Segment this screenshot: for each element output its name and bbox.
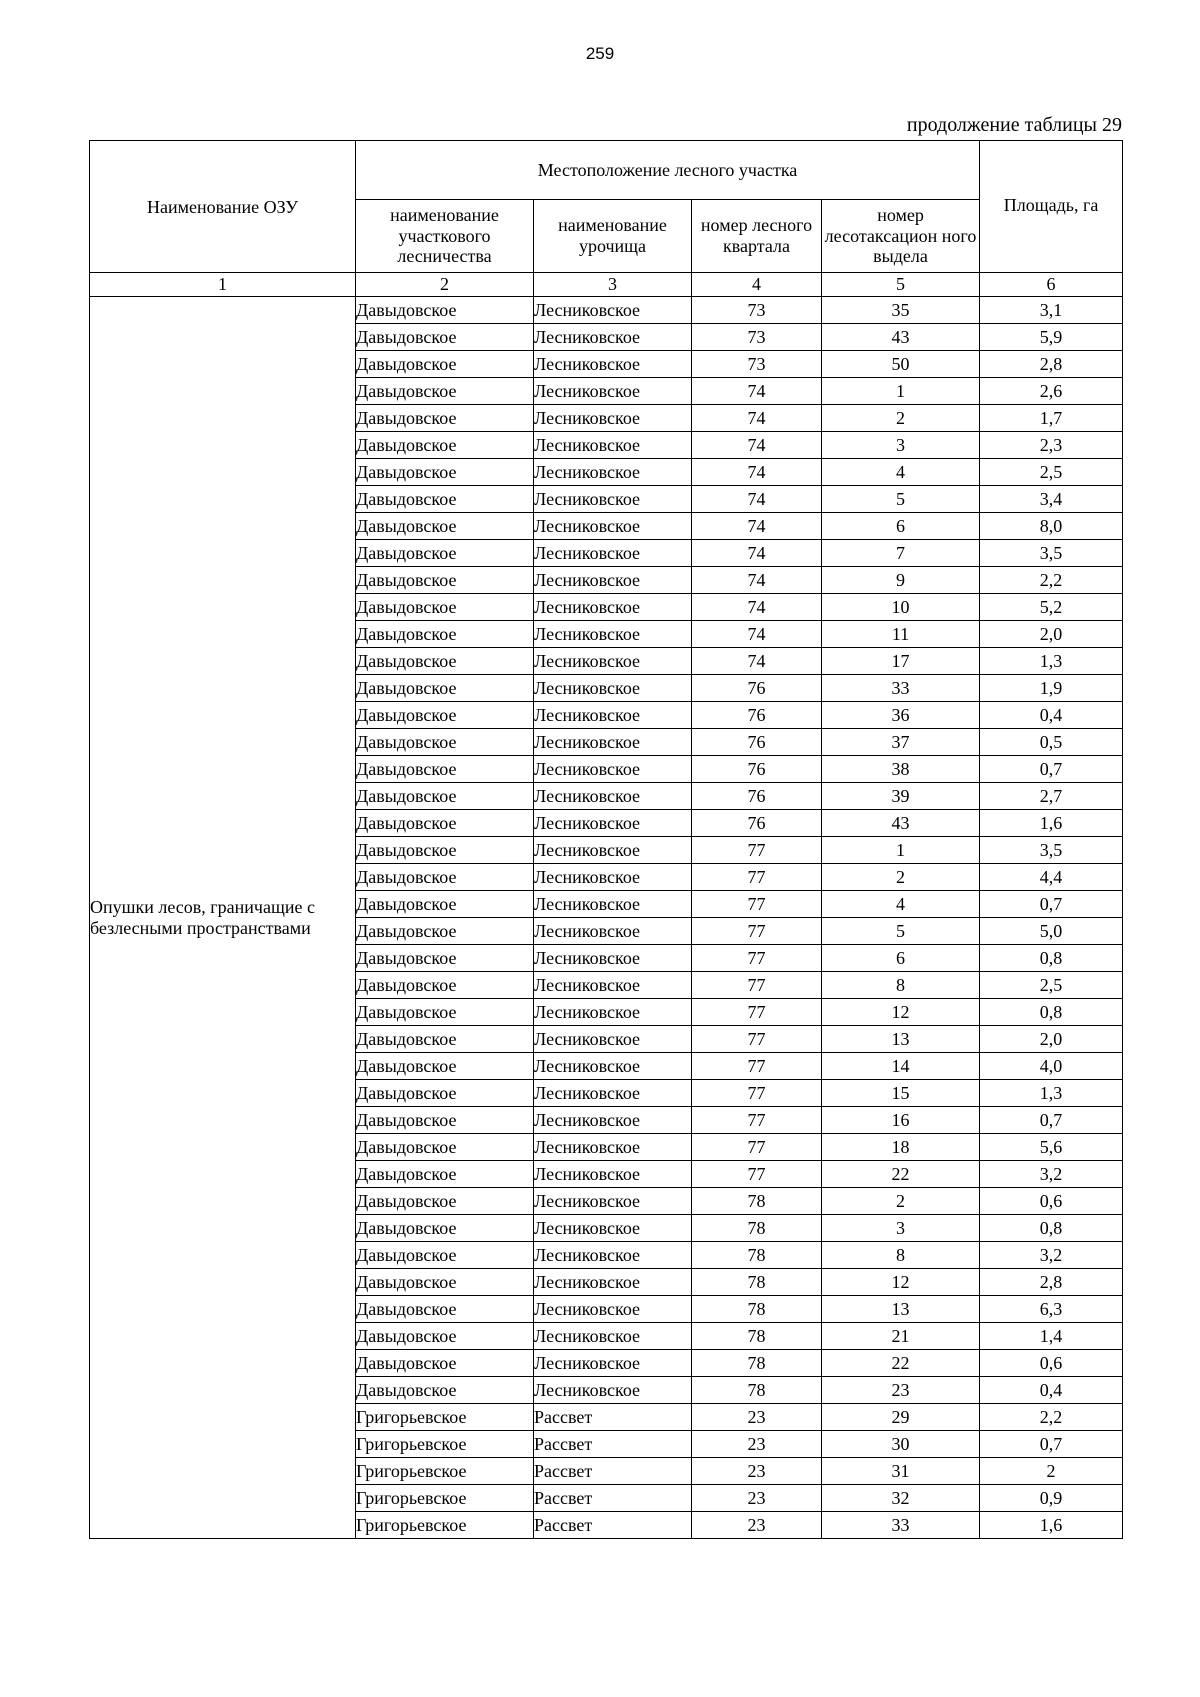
area-cell: 0,7 (980, 891, 1123, 918)
area-cell: 0,7 (980, 756, 1123, 783)
area-cell: 3,2 (980, 1161, 1123, 1188)
kvartal-cell: 77 (692, 1053, 822, 1080)
area-cell: 2,8 (980, 351, 1123, 378)
header-vydel: номер лесотаксацион ного выдела (822, 200, 980, 273)
kvartal-cell: 78 (692, 1350, 822, 1377)
lesnichestvo-cell: Давыдовское (356, 999, 534, 1026)
table-continuation-label: продолжение таблицы 29 (906, 114, 1122, 136)
lesnichestvo-cell: Давыдовское (356, 837, 534, 864)
kvartal-cell: 76 (692, 729, 822, 756)
table-row (90, 297, 1123, 324)
column-number: 6 (980, 273, 1123, 297)
lesnichestvo-cell: Григорьевское (356, 1404, 534, 1431)
vydel-cell: 50 (822, 351, 980, 378)
urochishche-cell: Лесниковское (534, 1188, 692, 1215)
urochishche-cell: Рассвет (534, 1485, 692, 1512)
vydel-cell: 13 (822, 1296, 980, 1323)
kvartal-cell: 76 (692, 675, 822, 702)
kvartal-cell: 23 (692, 1512, 822, 1539)
lesnichestvo-cell: Давыдовское (356, 1269, 534, 1296)
lesnichestvo-cell: Григорьевское (356, 1458, 534, 1485)
column-number: 3 (534, 273, 692, 297)
vydel-cell: 17 (822, 648, 980, 675)
urochishche-cell: Лесниковское (534, 1296, 692, 1323)
urochishche-cell: Лесниковское (534, 297, 692, 324)
page-number: 259 (585, 44, 615, 63)
kvartal-cell: 78 (692, 1242, 822, 1269)
kvartal-cell: 74 (692, 432, 822, 459)
area-cell: 5,0 (980, 918, 1123, 945)
kvartal-cell: 74 (692, 405, 822, 432)
urochishche-cell: Лесниковское (534, 1134, 692, 1161)
lesnichestvo-cell: Давыдовское (356, 513, 534, 540)
urochishche-cell: Лесниковское (534, 486, 692, 513)
lesnichestvo-cell: Давыдовское (356, 648, 534, 675)
kvartal-cell: 77 (692, 864, 822, 891)
lesnichestvo-cell: Давыдовское (356, 1026, 534, 1053)
kvartal-cell: 78 (692, 1323, 822, 1350)
lesnichestvo-cell: Давыдовское (356, 405, 534, 432)
lesnichestvo-cell: Давыдовское (356, 540, 534, 567)
lesnichestvo-cell: Григорьевское (356, 1431, 534, 1458)
kvartal-cell: 78 (692, 1377, 822, 1404)
vydel-cell: 33 (822, 1512, 980, 1539)
area-cell: 0,8 (980, 1215, 1123, 1242)
lesnichestvo-cell: Давыдовское (356, 810, 534, 837)
lesnichestvo-cell: Давыдовское (356, 432, 534, 459)
lesnichestvo-cell: Давыдовское (356, 756, 534, 783)
header-kvartal: номер лесного квартала (692, 200, 822, 273)
urochishche-cell: Лесниковское (534, 999, 692, 1026)
area-cell: 2 (980, 1458, 1123, 1485)
vydel-cell: 22 (822, 1161, 980, 1188)
header-urochishche: наименование урочища (534, 200, 692, 273)
area-cell: 0,7 (980, 1107, 1123, 1134)
kvartal-cell: 77 (692, 891, 822, 918)
urochishche-cell: Рассвет (534, 1458, 692, 1485)
kvartal-cell: 77 (692, 945, 822, 972)
vydel-cell: 29 (822, 1404, 980, 1431)
vydel-cell: 8 (822, 1242, 980, 1269)
column-number: 1 (90, 273, 356, 297)
vydel-cell: 38 (822, 756, 980, 783)
urochishche-cell: Лесниковское (534, 1269, 692, 1296)
urochishche-cell: Лесниковское (534, 1026, 692, 1053)
urochishche-cell: Лесниковское (534, 675, 692, 702)
lesnichestvo-cell: Давыдовское (356, 459, 534, 486)
vydel-cell: 36 (822, 702, 980, 729)
vydel-cell: 2 (822, 405, 980, 432)
kvartal-cell: 76 (692, 810, 822, 837)
kvartal-cell: 23 (692, 1458, 822, 1485)
column-number-row (90, 273, 1123, 297)
kvartal-cell: 74 (692, 621, 822, 648)
vydel-cell: 10 (822, 594, 980, 621)
vydel-cell: 35 (822, 297, 980, 324)
area-cell: 5,2 (980, 594, 1123, 621)
area-cell: 1,9 (980, 675, 1123, 702)
vydel-cell: 1 (822, 378, 980, 405)
area-cell: 3,1 (980, 297, 1123, 324)
lesnichestvo-cell: Давыдовское (356, 324, 534, 351)
urochishche-cell: Лесниковское (534, 1377, 692, 1404)
area-cell: 2,0 (980, 1026, 1123, 1053)
area-cell: 5,9 (980, 324, 1123, 351)
area-cell: 6,3 (980, 1296, 1123, 1323)
forest-plots-table (89, 140, 1123, 1539)
urochishche-cell: Лесниковское (534, 945, 692, 972)
lesnichestvo-cell: Давыдовское (356, 621, 534, 648)
urochishche-cell: Лесниковское (534, 864, 692, 891)
vydel-cell: 5 (822, 486, 980, 513)
header-location-group: Местоположение лесного участка (356, 141, 980, 200)
vydel-cell: 6 (822, 513, 980, 540)
column-number: 4 (692, 273, 822, 297)
area-cell: 0,6 (980, 1188, 1123, 1215)
urochishche-cell: Рассвет (534, 1431, 692, 1458)
kvartal-cell: 77 (692, 837, 822, 864)
vydel-cell: 13 (822, 1026, 980, 1053)
lesnichestvo-cell: Давыдовское (356, 1053, 534, 1080)
vydel-cell: 32 (822, 1485, 980, 1512)
area-cell: 3,2 (980, 1242, 1123, 1269)
area-cell: 2,3 (980, 432, 1123, 459)
urochishche-cell: Лесниковское (534, 432, 692, 459)
kvartal-cell: 74 (692, 567, 822, 594)
area-cell: 2,7 (980, 783, 1123, 810)
vydel-cell: 3 (822, 432, 980, 459)
vydel-cell: 16 (822, 1107, 980, 1134)
urochishche-cell: Лесниковское (534, 1242, 692, 1269)
area-cell: 4,4 (980, 864, 1123, 891)
kvartal-cell: 74 (692, 540, 822, 567)
area-cell: 3,5 (980, 540, 1123, 567)
lesnichestvo-cell: Давыдовское (356, 864, 534, 891)
vydel-cell: 2 (822, 864, 980, 891)
urochishche-cell: Рассвет (534, 1404, 692, 1431)
urochishche-cell: Лесниковское (534, 540, 692, 567)
lesnichestvo-cell: Давыдовское (356, 1188, 534, 1215)
kvartal-cell: 77 (692, 1026, 822, 1053)
urochishche-cell: Лесниковское (534, 594, 692, 621)
urochishche-cell: Лесниковское (534, 1350, 692, 1377)
kvartal-cell: 73 (692, 297, 822, 324)
kvartal-cell: 74 (692, 594, 822, 621)
vydel-cell: 22 (822, 1350, 980, 1377)
kvartal-cell: 76 (692, 702, 822, 729)
column-number: 5 (822, 273, 980, 297)
area-cell: 2,8 (980, 1269, 1123, 1296)
table-body (90, 297, 1123, 1539)
area-cell: 5,6 (980, 1134, 1123, 1161)
area-cell: 3,5 (980, 837, 1123, 864)
urochishche-cell: Лесниковское (534, 351, 692, 378)
vydel-cell: 1 (822, 837, 980, 864)
lesnichestvo-cell: Давыдовское (356, 297, 534, 324)
lesnichestvo-cell: Давыдовское (356, 1134, 534, 1161)
lesnichestvo-cell: Григорьевское (356, 1512, 534, 1539)
area-cell: 2,5 (980, 459, 1123, 486)
lesnichestvo-cell: Давыдовское (356, 891, 534, 918)
kvartal-cell: 76 (692, 783, 822, 810)
urochishche-cell: Лесниковское (534, 729, 692, 756)
urochishche-cell: Лесниковское (534, 783, 692, 810)
vydel-cell: 5 (822, 918, 980, 945)
lesnichestvo-cell: Давыдовское (356, 918, 534, 945)
kvartal-cell: 23 (692, 1431, 822, 1458)
kvartal-cell: 73 (692, 351, 822, 378)
urochishche-cell: Лесниковское (534, 378, 692, 405)
header-ozu-name: Наименование ОЗУ (90, 141, 356, 273)
kvartal-cell: 77 (692, 999, 822, 1026)
lesnichestvo-cell: Давыдовское (356, 1080, 534, 1107)
area-cell: 0,6 (980, 1350, 1123, 1377)
urochishche-cell: Лесниковское (534, 918, 692, 945)
vydel-cell: 31 (822, 1458, 980, 1485)
lesnichestvo-cell: Давыдовское (356, 783, 534, 810)
area-cell: 8,0 (980, 513, 1123, 540)
kvartal-cell: 77 (692, 972, 822, 999)
ozu-name-cell: Опушки лесов, граничащие с безлесными пространствами (90, 297, 356, 1539)
kvartal-cell: 77 (692, 918, 822, 945)
urochishche-cell: Лесниковское (534, 1080, 692, 1107)
kvartal-cell: 78 (692, 1215, 822, 1242)
lesnichestvo-cell: Давыдовское (356, 1323, 534, 1350)
vydel-cell: 4 (822, 459, 980, 486)
lesnichestvo-cell: Давыдовское (356, 567, 534, 594)
area-cell: 1,4 (980, 1323, 1123, 1350)
lesnichestvo-cell: Давыдовское (356, 1296, 534, 1323)
lesnichestvo-cell: Давыдовское (356, 351, 534, 378)
kvartal-cell: 74 (692, 378, 822, 405)
area-cell: 2,5 (980, 972, 1123, 999)
kvartal-cell: 23 (692, 1485, 822, 1512)
header-area: Площадь, га (980, 141, 1123, 273)
urochishche-cell: Лесниковское (534, 648, 692, 675)
urochishche-cell: Лесниковское (534, 810, 692, 837)
lesnichestvo-cell: Давыдовское (356, 1161, 534, 1188)
header-lesnichestvo: наименование участкового лесничества (356, 200, 534, 273)
urochishche-cell: Лесниковское (534, 891, 692, 918)
urochishche-cell: Лесниковское (534, 621, 692, 648)
area-cell: 0,5 (980, 729, 1123, 756)
kvartal-cell: 73 (692, 324, 822, 351)
area-cell: 1,3 (980, 648, 1123, 675)
kvartal-cell: 78 (692, 1188, 822, 1215)
vydel-cell: 15 (822, 1080, 980, 1107)
lesnichestvo-cell: Давыдовское (356, 702, 534, 729)
lesnichestvo-cell: Давыдовское (356, 594, 534, 621)
area-cell: 1,7 (980, 405, 1123, 432)
urochishche-cell: Рассвет (534, 1512, 692, 1539)
kvartal-cell: 74 (692, 459, 822, 486)
kvartal-cell: 77 (692, 1134, 822, 1161)
kvartal-cell: 74 (692, 513, 822, 540)
area-cell: 0,8 (980, 945, 1123, 972)
kvartal-cell: 23 (692, 1404, 822, 1431)
column-number: 2 (356, 273, 534, 297)
lesnichestvo-cell: Давыдовское (356, 1242, 534, 1269)
vydel-cell: 14 (822, 1053, 980, 1080)
vydel-cell: 37 (822, 729, 980, 756)
vydel-cell: 8 (822, 972, 980, 999)
vydel-cell: 6 (822, 945, 980, 972)
area-cell: 0,7 (980, 1431, 1123, 1458)
vydel-cell: 21 (822, 1323, 980, 1350)
lesnichestvo-cell: Давыдовское (356, 972, 534, 999)
area-cell: 3,4 (980, 486, 1123, 513)
urochishche-cell: Лесниковское (534, 567, 692, 594)
vydel-cell: 2 (822, 1188, 980, 1215)
urochishche-cell: Лесниковское (534, 324, 692, 351)
area-cell: 1,6 (980, 1512, 1123, 1539)
vydel-cell: 4 (822, 891, 980, 918)
vydel-cell: 11 (822, 621, 980, 648)
vydel-cell: 23 (822, 1377, 980, 1404)
vydel-cell: 9 (822, 567, 980, 594)
kvartal-cell: 77 (692, 1161, 822, 1188)
area-cell: 2,6 (980, 378, 1123, 405)
kvartal-cell: 74 (692, 486, 822, 513)
kvartal-cell: 77 (692, 1080, 822, 1107)
vydel-cell: 3 (822, 1215, 980, 1242)
vydel-cell: 43 (822, 324, 980, 351)
urochishche-cell: Лесниковское (534, 513, 692, 540)
kvartal-cell: 77 (692, 1107, 822, 1134)
urochishche-cell: Лесниковское (534, 1107, 692, 1134)
urochishche-cell: Лесниковское (534, 1053, 692, 1080)
vydel-cell: 30 (822, 1431, 980, 1458)
kvartal-cell: 78 (692, 1269, 822, 1296)
area-cell: 0,4 (980, 702, 1123, 729)
lesnichestvo-cell: Давыдовское (356, 1377, 534, 1404)
area-cell: 1,3 (980, 1080, 1123, 1107)
urochishche-cell: Лесниковское (534, 405, 692, 432)
vydel-cell: 39 (822, 783, 980, 810)
urochishche-cell: Лесниковское (534, 837, 692, 864)
vydel-cell: 7 (822, 540, 980, 567)
lesnichestvo-cell: Давыдовское (356, 945, 534, 972)
area-cell: 2,2 (980, 1404, 1123, 1431)
lesnichestvo-cell: Давыдовское (356, 1215, 534, 1242)
area-cell: 2,2 (980, 567, 1123, 594)
lesnichestvo-cell: Давыдовское (356, 486, 534, 513)
area-cell: 4,0 (980, 1053, 1123, 1080)
lesnichestvo-cell: Давыдовское (356, 1107, 534, 1134)
vydel-cell: 18 (822, 1134, 980, 1161)
area-cell: 0,9 (980, 1485, 1123, 1512)
area-cell: 1,6 (980, 810, 1123, 837)
area-cell: 2,0 (980, 621, 1123, 648)
lesnichestvo-cell: Давыдовское (356, 729, 534, 756)
lesnichestvo-cell: Давыдовское (356, 1350, 534, 1377)
urochishche-cell: Лесниковское (534, 702, 692, 729)
urochishche-cell: Лесниковское (534, 459, 692, 486)
area-cell: 0,8 (980, 999, 1123, 1026)
kvartal-cell: 76 (692, 756, 822, 783)
lesnichestvo-cell: Давыдовское (356, 675, 534, 702)
urochishche-cell: Лесниковское (534, 756, 692, 783)
vydel-cell: 33 (822, 675, 980, 702)
lesnichestvo-cell: Давыдовское (356, 378, 534, 405)
kvartal-cell: 74 (692, 648, 822, 675)
lesnichestvo-cell: Григорьевское (356, 1485, 534, 1512)
vydel-cell: 43 (822, 810, 980, 837)
vydel-cell: 12 (822, 1269, 980, 1296)
urochishche-cell: Лесниковское (534, 1161, 692, 1188)
area-cell: 0,4 (980, 1377, 1123, 1404)
urochishche-cell: Лесниковское (534, 1323, 692, 1350)
urochishche-cell: Лесниковское (534, 972, 692, 999)
kvartal-cell: 78 (692, 1296, 822, 1323)
vydel-cell: 12 (822, 999, 980, 1026)
urochishche-cell: Лесниковское (534, 1215, 692, 1242)
